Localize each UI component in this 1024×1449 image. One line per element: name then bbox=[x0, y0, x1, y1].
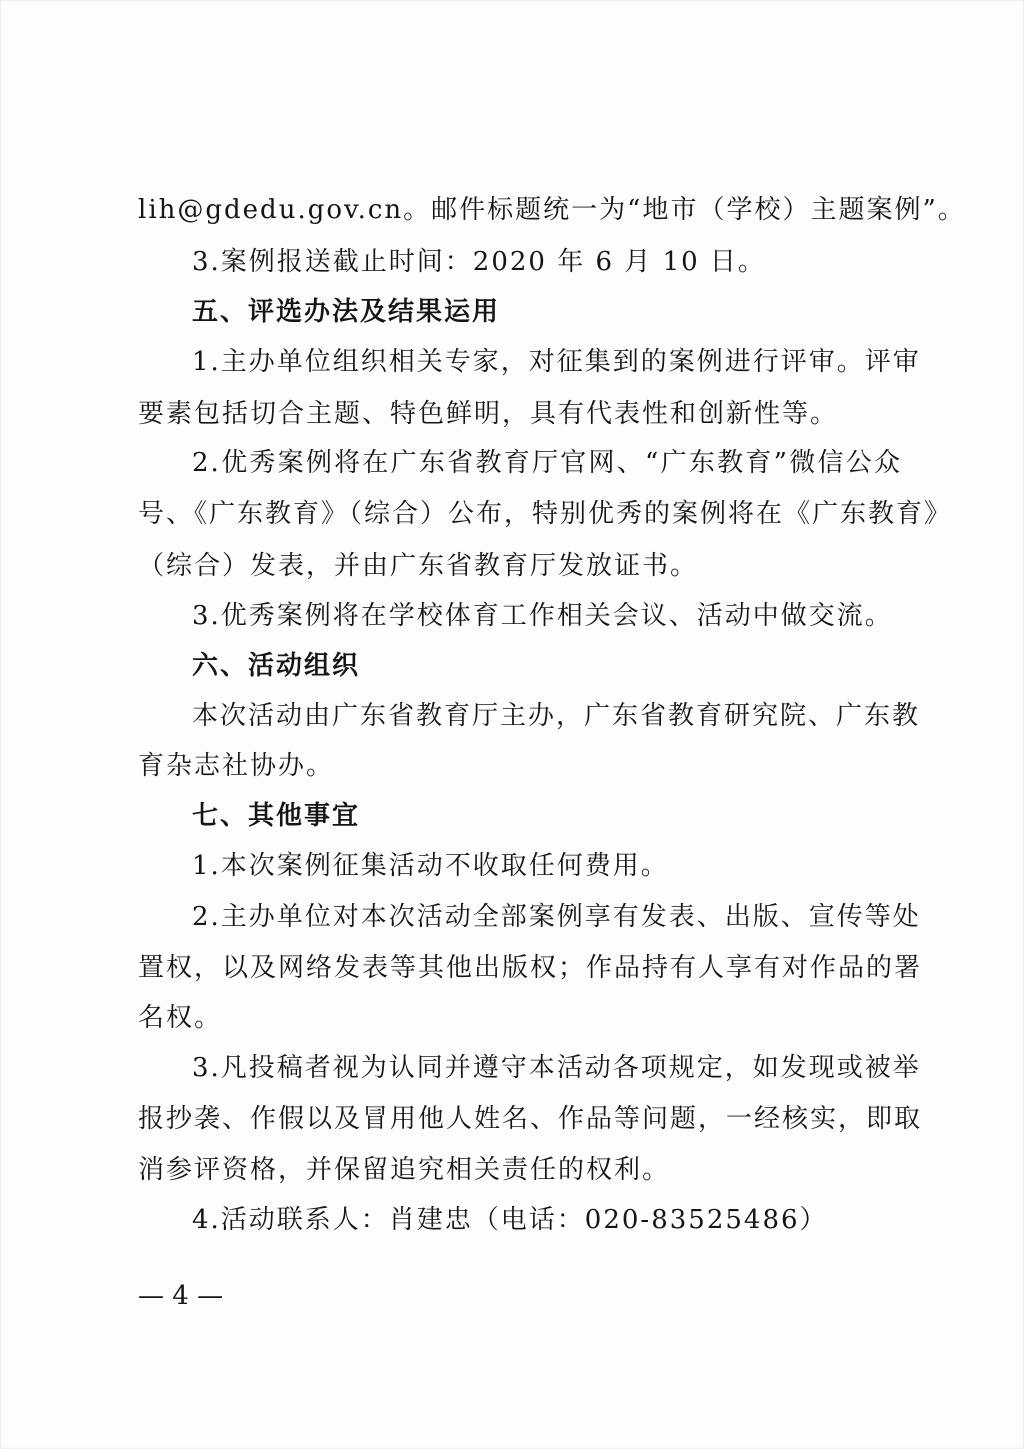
paragraph-line: 名权。 bbox=[138, 1003, 223, 1033]
paragraph-line: 号、《广东教育》（综合）公布，特别优秀的案例将在《广东教育》 bbox=[138, 499, 953, 529]
paragraph-line: 要素包括切合主题、特色鲜明，具有代表性和创新性等。 bbox=[138, 399, 839, 429]
paragraph-line: 1.本次案例征集活动不收取任何费用。 bbox=[192, 851, 669, 881]
paragraph-line: （综合）发表，并由广东省教育厅发放证书。 bbox=[138, 551, 699, 581]
paragraph-line: 2.主办单位对本次活动全部案例享有发表、出版、宣传等处 bbox=[192, 902, 921, 932]
paragraph-line: 1.主办单位组织相关专家，对征集到的案例进行评审。评审 bbox=[192, 347, 921, 377]
section-heading-six: 六、活动组织 bbox=[192, 651, 361, 681]
paragraph-line: 置权，以及网络发表等其他出版权；作品持有人享有对作品的署 bbox=[138, 953, 923, 983]
paragraph-line: 3.凡投稿者视为认同并遵守本活动各项规定，如发现或被举 bbox=[192, 1053, 921, 1083]
paragraph-line: 3.优秀案例将在学校体育工作相关会议、活动中做交流。 bbox=[192, 601, 893, 631]
paragraph-line-contact: 4.活动联系人：肖建忠（电话：020-83525486） bbox=[192, 1205, 828, 1235]
section-heading-seven: 七、其他事宜 bbox=[192, 801, 361, 831]
page-number: — 4 — bbox=[138, 1281, 224, 1311]
paragraph-line: 消参评资格，并保留追究相关责任的权利。 bbox=[138, 1155, 671, 1185]
paragraph-line-deadline: 3.案例报送截止时间：2020 年 6 月 10 日。 bbox=[192, 247, 766, 277]
paragraph-line: 本次活动由广东省教育厅主办，广东省教育研究院、广东教 bbox=[192, 701, 921, 731]
section-heading-five: 五、评选办法及结果运用 bbox=[192, 297, 501, 327]
paragraph-line-email: lih@gdedu.gov.cn。邮件标题统一为“地市（学校）主题案例”。 bbox=[138, 195, 966, 225]
paragraph-line: 报抄袭、作假以及冒用他人姓名、作品等问题，一经核实，即取 bbox=[138, 1104, 923, 1134]
paragraph-line: 育杂志社协办。 bbox=[138, 751, 335, 781]
paragraph-line: 2.优秀案例将在广东省教育厅官网、“广东教育”微信公众 bbox=[192, 448, 902, 478]
